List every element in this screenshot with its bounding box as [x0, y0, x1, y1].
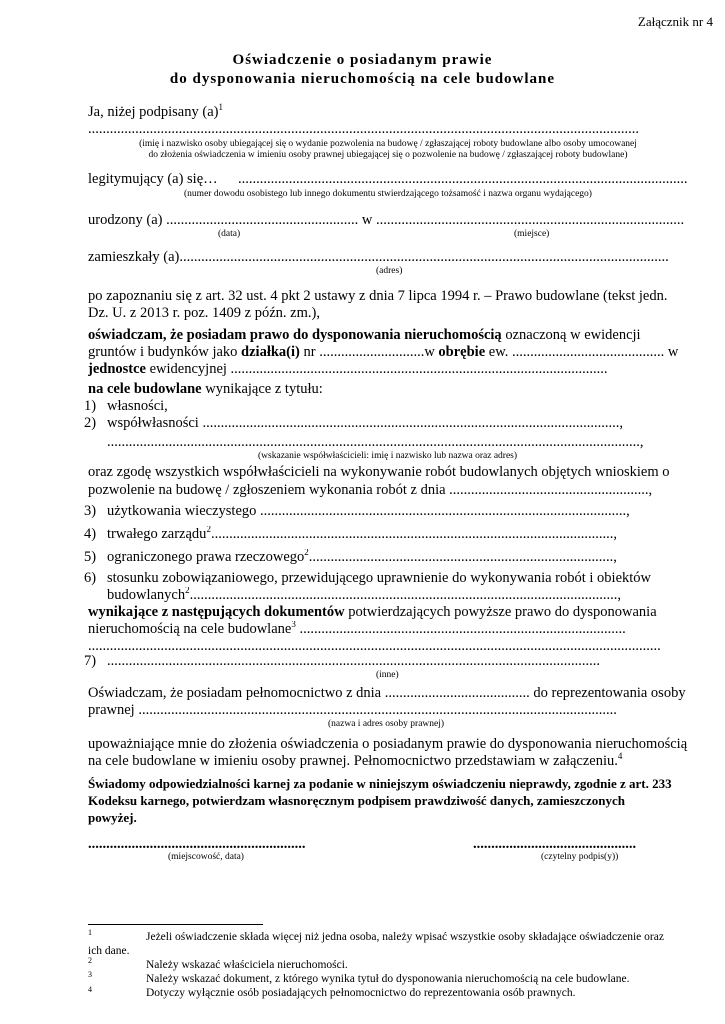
proxy-line-1[interactable]: Oświadczam, że posiadam pełnomocnictwo z dnia ........................................ do reprezentowania osoby	[88, 685, 686, 701]
item7-field[interactable]: ........................................................................................................................................	[107, 653, 600, 669]
item4-number: 4)	[84, 526, 97, 542]
footnote-separator	[88, 924, 263, 925]
docs-line-2[interactable]: nieruchomością na cele budowlane$^3$ ..........................................................................................	[88, 621, 626, 637]
footnote-4-text: Dotyczy wyłącznie osób posiadających pełnomocnictwo do reprezentowania osób prawnych.	[146, 987, 576, 999]
footnote-ref-2c: 2	[185, 587, 190, 596]
id-field[interactable]: ............................................................................................................................	[238, 171, 688, 187]
item6-text: stosunku zobowiązaniowego, przewidującego uprawnienie do wykonywania robót i obiektów	[107, 570, 652, 586]
birth-field[interactable]: urodzony (a) ..................................................... w .....................................................................................	[88, 212, 685, 228]
item1-text: własności,	[107, 398, 168, 414]
footnote-ref-4: 4	[617, 751, 623, 762]
item4-field[interactable]: trwałego zarządu$^2$...............................................................................................................,	[107, 526, 617, 542]
purpose-line: na cele budowlane wynikające z tytułu:	[88, 381, 323, 397]
warning-line-1: Świadomy odpowiedzialności karnej za podanie w niniejszym oświadczeniu nieprawdy, zgodnie z art. 233	[88, 776, 672, 791]
plot-line[interactable]: gruntów i budynków jako działka(i) nr .............................w obrębie ew. .......................................... w	[88, 344, 679, 360]
proxy-line-2[interactable]: prawnej ....................................................................................................................................	[88, 702, 617, 718]
footnote-ref-3: 3	[291, 621, 296, 630]
footnote-1-text-cont: ich dane.	[88, 945, 130, 957]
coowners-field[interactable]: ...................................................................................................................................................,	[107, 434, 644, 450]
hint-name-1: (imię i nazwisko osoby ubiegającej się o wydanie pozwolenia na budowę / zgłaszającej roboty budowlane albo osoby umocowanej	[139, 139, 637, 149]
hint-address: (adres)	[376, 266, 403, 276]
hint-place: (miejsce)	[514, 229, 550, 239]
footnote-3-text: Należy wskazać dokument, z którego wynika tytuł do dysponowania nieruchomością na cele budowlane.	[146, 973, 630, 985]
item1-number: 1)	[84, 398, 97, 414]
footnote-ref-2: 2	[206, 526, 211, 535]
footnote-2-text: Należy wskazać właściciela nieruchomości.	[146, 959, 348, 971]
hint-id: (numer dowodu osobistego lub innego dokumentu stwierdzającego tożsamość i nazwa organu wydającego)	[184, 189, 592, 199]
hint-legal-person: (nazwa i adres osoby prawnej)	[328, 719, 445, 729]
footnote-ref-1: 1	[218, 102, 223, 113]
docs-line-1: wynikające z następujących dokumentów potwierdzających powyższe prawo do dysponowania	[88, 604, 657, 620]
hint-date: (data)	[218, 229, 241, 239]
title-line-1: Oświadczenie o posiadanym prawie	[232, 52, 493, 68]
consent-line-2[interactable]: pozwolenie na budowę / zgłoszeniem wykonania robót z dnia .......................................................,	[88, 482, 653, 498]
auth-line-1: upoważniające mnie do złożenia oświadczenia o posiadanym prawie do dysponowania nieruchomością	[88, 736, 688, 752]
footnote-4-number: 4	[88, 985, 92, 994]
hint-place-date: (miejscowość, data)	[168, 852, 244, 862]
item5-field[interactable]: ograniczonego prawa rzeczowego$^2$....................................................................................,	[107, 549, 617, 565]
item2-field[interactable]: współwłasności ...................................................................................................................,	[107, 415, 623, 431]
intro-text: Ja, niżej podpisany $(a)^1$	[88, 102, 223, 120]
item3-number: 3)	[84, 503, 97, 519]
item2-number: 2)	[84, 415, 97, 431]
footnote-ref-2b: 2	[304, 549, 309, 558]
item3-field[interactable]: użytkowania wieczystego .....................................................................................................,	[107, 503, 630, 519]
item7-number: 7)	[84, 653, 97, 669]
hint-signature: (czytelny podpis(y))	[541, 852, 619, 862]
address-field[interactable]: zamieszkały (a).......................................................................................................................................	[88, 249, 669, 265]
consent-line-1: oraz zgodę wszystkich współwłaścicieli na wykonywanie robót budowlanych objętych wnioskiem o	[88, 464, 670, 480]
law-line-2: Dz. U. z 2013 r. poz. 1409 z późn. zm.),	[88, 305, 320, 321]
item6-number: 6)	[84, 570, 97, 586]
hint-coowners: (wskazanie współwłaścicieli: imię i nazwisko lub nazwa oraz adres)	[258, 451, 518, 461]
auth-line-2: na cele budowlane w imieniu osoby prawnej. Pełnomocnictwo przedstawiam w załączeniu.$^4$	[88, 751, 623, 769]
title-line-2: do dysponowania nieruchomością na cele budowlane	[169, 71, 556, 87]
hint-name-2: do złożenia oświadczenia w imieniu osoby prawnej ubiegającej się o pozwolenie na budowę / zgłaszającej roboty budowlane)	[148, 150, 628, 160]
footnote-2-number: 2	[88, 956, 92, 965]
attachment-label: Załącznik nr 4	[637, 14, 713, 29]
declaration-line: oświadczam, że posiadam prawo do dysponowania nieruchomością oznaczoną w ewidencji	[88, 327, 641, 343]
item5-number: 5)	[84, 549, 97, 565]
signature-field[interactable]: .............................................	[473, 836, 637, 852]
footnote-1-number: 1	[88, 928, 92, 937]
place-date-field[interactable]: ............................................................	[88, 836, 306, 852]
name-field[interactable]: ........................................................................................................................................................	[88, 121, 639, 137]
footnote-1-text: Jeżeli oświadczenie składa więcej niż jedna osoba, należy wpisać wszystkie osoby składające oświadczenie oraz	[146, 931, 664, 943]
law-line-1: po zapoznaniu się z art. 32 ust. 4 pkt 2 ustawy z dnia 7 lipca 1994 r. – Prawo budowlane (tekst jedn.	[88, 288, 668, 304]
item6-field[interactable]: budowlanych$^2$......................................................................................................................,	[107, 587, 621, 603]
footnote-3-number: 3	[88, 970, 92, 979]
warning-line-2: Kodeksu karnego, potwierdzam własnoręcznym podpisem prawdziwość danych, zamieszczonych	[88, 793, 625, 808]
unit-line[interactable]: jednostce ewidencyjnej ........................................................................................................	[88, 361, 608, 377]
id-label: legitymujący (a) się…	[88, 171, 218, 187]
warning-line-3: powyżej.	[88, 810, 137, 825]
hint-other: (inne)	[376, 670, 399, 680]
docs-line-3[interactable]: ..............................................................................................................................................................	[88, 638, 661, 654]
